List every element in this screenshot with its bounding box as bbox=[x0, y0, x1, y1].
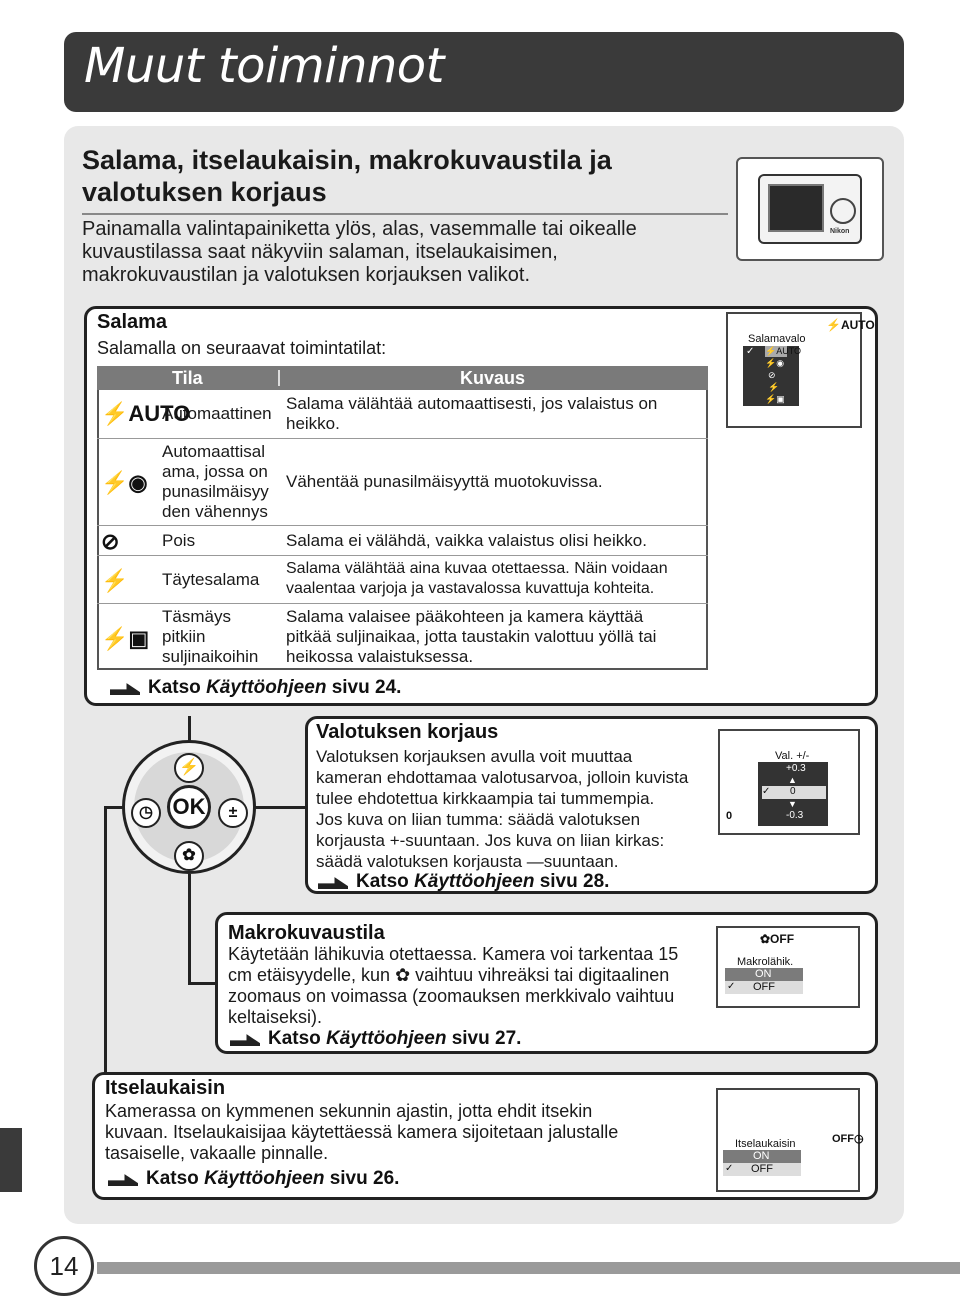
table-cell-kuvaus bbox=[286, 394, 706, 434]
salama-title: Salama bbox=[97, 311, 168, 333]
itse-reference bbox=[108, 1168, 399, 1190]
flash-red-eye-icon: ⚡◉ bbox=[101, 470, 148, 495]
ok-button[interactable]: OK bbox=[167, 785, 211, 829]
chapter-tab bbox=[0, 1128, 22, 1192]
page-title: Muut toiminnot bbox=[84, 38, 444, 94]
exposure-menu-item: -0.3 bbox=[786, 810, 804, 821]
check-icon: ✓ bbox=[762, 786, 771, 797]
table-row-divider bbox=[97, 603, 708, 604]
ref-book: Käyttöohjeen bbox=[206, 677, 327, 698]
valotus-line: säädä valotuksen korjausta —suuntaan. bbox=[316, 852, 619, 871]
itse-line: kuvaan. Itselaukaisijaa käytettäessä kamera sijoitetaan jalustalle bbox=[105, 1122, 619, 1142]
valotus-line: Valotuksen korjauksen avulla voit muuttaa bbox=[316, 747, 633, 766]
macro-option-off: OFF bbox=[725, 981, 803, 994]
intro-line: makrokuvaustilan ja valotuksen korjauksen valikot. bbox=[82, 264, 530, 286]
itse-title: Itselaukaisin bbox=[105, 1077, 226, 1099]
flash-menu-item: ⚡ bbox=[768, 382, 780, 392]
reference-arrow-icon bbox=[230, 1032, 260, 1046]
heading-divider bbox=[82, 213, 728, 215]
section-heading-line: Salama, itselaukaisin, makrokuvaustila ja bbox=[82, 145, 612, 175]
flash-slow-sync-icon: ⚡▣ bbox=[101, 626, 150, 651]
tila-line: Automaattisal bbox=[162, 442, 265, 461]
tila-line: pitkiin bbox=[162, 627, 206, 646]
connector-line bbox=[188, 716, 191, 742]
kuvaus-line: heikossa valaistuksessa. bbox=[286, 647, 474, 666]
reference-arrow-icon bbox=[110, 681, 140, 695]
table-row-divider bbox=[97, 438, 708, 439]
connector-line bbox=[255, 806, 307, 809]
tila-line: ama, jossa on bbox=[162, 462, 268, 481]
valotus-title: Valotuksen korjaus bbox=[316, 721, 499, 743]
makro-line: zoomaus on voimassa (zoomauksen merkkivalo vaihtuu bbox=[228, 986, 675, 1006]
exposure-menu-item: 0 bbox=[790, 786, 796, 797]
valotus-reference bbox=[318, 871, 609, 893]
check-icon: ✓ bbox=[725, 1163, 734, 1174]
macro-option-on: ON bbox=[725, 968, 803, 981]
makro-title: Makrokuvaustila bbox=[228, 922, 385, 944]
self-timer-off-icon: OFF◷ bbox=[832, 1133, 864, 1145]
makro-line: Käytetään lähikuvia otettaessa. Kamera voi tarkentaa 15 bbox=[228, 944, 679, 964]
makro-line: cm etäisyydelle, kun ✿ vaihtuu vihreäksi tai digitaalinen bbox=[228, 965, 670, 985]
salama-reference bbox=[110, 677, 401, 699]
flash-menu-label: Salamavalo bbox=[748, 333, 806, 345]
self-timer-option-on: ON bbox=[723, 1150, 801, 1163]
up-arrow-icon: ▲ bbox=[788, 775, 797, 785]
macro-button[interactable]: ✿ bbox=[174, 841, 204, 871]
table-cell-kuvaus bbox=[286, 559, 706, 599]
camera-brand-label: Nikon bbox=[830, 228, 850, 235]
kuvaus-line: vaalentaa varjoja ja vastavalossa kuvattuja kohteita. bbox=[286, 580, 655, 597]
camera-screen-illustration bbox=[768, 184, 824, 232]
ref-prefix: Katso bbox=[268, 1028, 327, 1049]
tila-line: Täsmäys bbox=[162, 607, 231, 626]
exposure-menu-label: Val. +/- bbox=[775, 750, 810, 762]
table-header-tila: Tila bbox=[172, 368, 203, 388]
salama-subtitle: Salamalla on seuraavat toimintatilat: bbox=[97, 338, 387, 358]
kuvaus-line: Salama välähtää aina kuvaa otettaessa. Näin voidaan bbox=[286, 560, 668, 577]
connector-line bbox=[104, 806, 107, 1074]
connector-line bbox=[188, 982, 216, 985]
kuvaus-line: Salama valaisee pääkohteen ja kamera käyttää bbox=[286, 607, 644, 626]
flash-fill-icon: ⚡ bbox=[101, 568, 129, 593]
ref-prefix: Katso bbox=[146, 1168, 205, 1189]
page-number: 14 bbox=[34, 1236, 94, 1296]
exposure-comp-button[interactable]: ± bbox=[218, 798, 248, 828]
valotus-line: tulee ehdotettua kirkkaampia tai tummempia. bbox=[316, 789, 655, 808]
table-header-divider bbox=[278, 370, 280, 386]
macro-off-icon: ✿OFF bbox=[760, 932, 795, 946]
check-icon: ✓ bbox=[746, 346, 755, 357]
ref-book: Käyttöohjeen bbox=[326, 1028, 447, 1049]
ref-suffix: sivu 28. bbox=[534, 871, 610, 892]
flash-menu-item: ⚡▣ bbox=[765, 394, 785, 404]
itse-line: Kamerassa on kymmenen sekunnin ajastin, jotta ehdit itsekin bbox=[105, 1101, 593, 1121]
table-cell-tila: Täytesalama bbox=[162, 570, 260, 589]
valotus-line: korjausta +-suuntaan. Jos kuva on liian kirkas: bbox=[316, 831, 665, 850]
table-cell-tila: Pois bbox=[162, 531, 196, 550]
flash-off-icon: ⊘ bbox=[101, 529, 120, 554]
kuvaus-line: Salama välähtää automaattisesti, jos valaistus on bbox=[286, 394, 658, 413]
valotus-text bbox=[316, 746, 688, 872]
table-cell-tila: Automaattinen bbox=[162, 404, 272, 423]
table-cell-kuvaus: Salama ei välähdä, vaikka valaistus olisi heikko. bbox=[286, 531, 647, 550]
flash-menu-item: ⚡◉ bbox=[765, 358, 785, 368]
makro-reference bbox=[230, 1028, 521, 1050]
valotus-line: kameran ehdottamaa valotusarvoa, jolloin kuvista bbox=[316, 768, 689, 787]
kuvaus-line: pitkää suljinaikaa, jotta taustakin valottuu yöllä tai bbox=[286, 627, 657, 646]
ref-suffix: sivu 26. bbox=[324, 1168, 400, 1189]
exposure-indicator: 0 bbox=[726, 810, 733, 822]
macro-menu-label: Makrolähik. bbox=[737, 956, 794, 968]
camera-dial-illustration bbox=[830, 198, 856, 224]
self-timer-menu-label: Itselaukaisin bbox=[735, 1138, 796, 1150]
flash-auto-icon: ⚡AUTO bbox=[101, 401, 191, 426]
connector-line bbox=[104, 806, 124, 809]
table-cell-tila bbox=[162, 442, 269, 522]
makro-line: keltaiseksi). bbox=[228, 1007, 323, 1027]
down-arrow-icon: ▼ bbox=[788, 799, 797, 809]
table-row-divider bbox=[97, 525, 708, 526]
flash-menu-item: ⊘ bbox=[768, 370, 776, 380]
tila-line: punasilmäisyy bbox=[162, 482, 269, 501]
page-footer-bar bbox=[97, 1262, 960, 1274]
reference-arrow-icon bbox=[318, 875, 348, 889]
tila-line: suljinaikoihin bbox=[162, 647, 259, 666]
table-cell-kuvaus bbox=[286, 607, 706, 667]
itse-line: tasaiselle, vakaalle pinnalle. bbox=[105, 1143, 329, 1163]
intro-text bbox=[82, 218, 722, 287]
section-heading-line: valotuksen korjaus bbox=[82, 177, 327, 207]
ref-suffix: sivu 27. bbox=[446, 1028, 522, 1049]
intro-line: kuvaustilassa saat näkyviin salaman, itselaukaisimen, bbox=[82, 241, 558, 263]
ref-suffix: sivu 24. bbox=[326, 677, 402, 698]
intro-line: Painamalla valintapainiketta ylös, alas, vasemmalle tai oikealle bbox=[82, 218, 637, 240]
ref-book: Käyttöohjeen bbox=[414, 871, 535, 892]
connector-line bbox=[188, 874, 191, 984]
table-cell-tila bbox=[162, 607, 258, 667]
table-cell-kuvaus: Vähentää punasilmäisyyttä muotokuvissa. bbox=[286, 472, 603, 491]
reference-arrow-icon bbox=[108, 1172, 138, 1186]
self-timer-button[interactable]: ◷ bbox=[131, 798, 161, 828]
flash-auto-icon: ⚡AUTO bbox=[826, 318, 875, 332]
itse-text bbox=[105, 1101, 618, 1164]
check-icon: ✓ bbox=[727, 981, 736, 992]
table-row-divider bbox=[97, 555, 708, 556]
ref-prefix: Katso bbox=[356, 871, 415, 892]
self-timer-option-off: OFF bbox=[723, 1163, 801, 1176]
valotus-line: Jos kuva on liian tumma: säädä valotuksen bbox=[316, 810, 641, 829]
ref-book: Käyttöohjeen bbox=[204, 1168, 325, 1189]
ref-prefix: Katso bbox=[148, 677, 207, 698]
section-heading bbox=[82, 144, 702, 208]
flash-menu-item: ⚡AUTO bbox=[765, 346, 802, 356]
makro-text bbox=[228, 944, 678, 1028]
tila-line: den vähennys bbox=[162, 502, 268, 521]
kuvaus-line: heikko. bbox=[286, 414, 340, 433]
exposure-menu-item: +0.3 bbox=[786, 763, 806, 774]
flash-button[interactable]: ⚡ bbox=[174, 753, 204, 783]
table-header-kuvaus: Kuvaus bbox=[460, 368, 526, 388]
